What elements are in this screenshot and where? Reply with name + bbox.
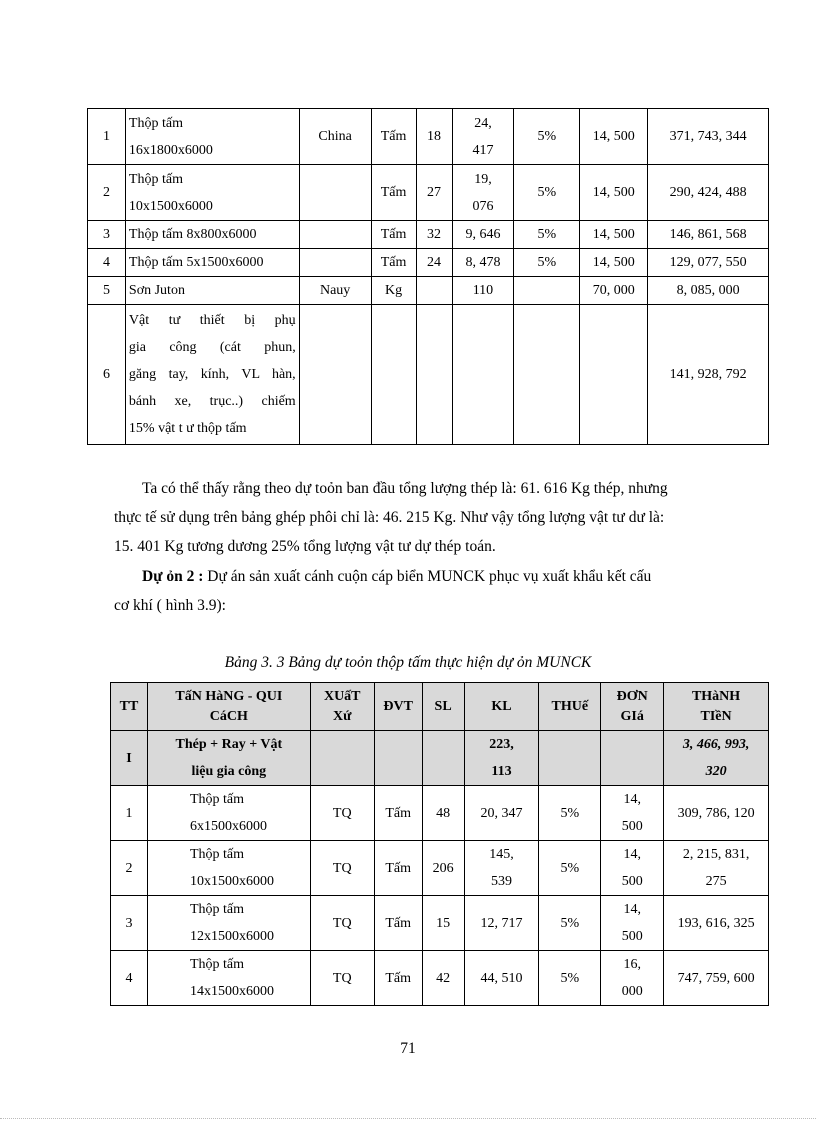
row-sl: 206 [422, 841, 464, 896]
page-bottom-divider [0, 1118, 816, 1119]
row-tax: 5% [514, 109, 580, 165]
row-sl: 42 [422, 951, 464, 1006]
row-kl: 8, 478 [452, 249, 514, 277]
cost-table-2 [110, 682, 769, 1006]
header-tt: TT [111, 683, 148, 731]
row-tt: 3 [111, 896, 148, 951]
row-unit: Tấm [374, 841, 422, 896]
row-tt: 1 [88, 109, 126, 165]
row-price: 70, 000 [580, 277, 648, 305]
row-kl: 110 [452, 277, 514, 305]
table-group-row [111, 731, 769, 786]
row-kl: 9, 646 [452, 221, 514, 249]
row-unit: Tấm [374, 896, 422, 951]
table-row [88, 165, 769, 221]
row-price: 14, 500 [601, 786, 664, 841]
row-kl: 19, 076 [452, 165, 514, 221]
table-row [111, 841, 769, 896]
row-kl: 12, 717 [464, 896, 539, 951]
header-unit: ĐVT [374, 683, 422, 731]
row-tt: 2 [111, 841, 148, 896]
row-tt: 1 [111, 786, 148, 841]
header-origin: XUấT Xứ [310, 683, 374, 731]
cost-table-1 [87, 108, 769, 445]
row-tax: 5% [539, 951, 601, 1006]
row-tax: 5% [514, 165, 580, 221]
row-tax [514, 277, 580, 305]
table-row [88, 221, 769, 249]
row-name: Thộp tấm 16x1800x6000 [125, 109, 299, 165]
row-origin: China [299, 109, 371, 165]
row-sl: 27 [416, 165, 452, 221]
table-row [111, 951, 769, 1006]
row-tax: 5% [539, 786, 601, 841]
row-price: 14, 500 [601, 841, 664, 896]
row-sl: 15 [422, 896, 464, 951]
table-header-row [111, 683, 769, 731]
row-unit: Tấm [374, 786, 422, 841]
row-origin [299, 249, 371, 277]
row-unit: Tấm [371, 165, 416, 221]
row-price: 14, 500 [580, 109, 648, 165]
page-number: 71 [400, 1040, 416, 1057]
row-origin: TQ [310, 786, 374, 841]
row-unit: Kg [371, 277, 416, 305]
row-name: Thộp tấm 8x800x6000 [125, 221, 299, 249]
table-row [88, 305, 769, 445]
group-total: 3, 466, 993, 320 [664, 731, 769, 786]
row-name: Thộp tấm 6x1500x6000 [147, 786, 310, 841]
row-tax: 5% [514, 249, 580, 277]
row-tt: 6 [88, 305, 126, 445]
row-kl: 145, 539 [464, 841, 539, 896]
row-total: 747, 759, 600 [664, 951, 769, 1006]
row-tt: 5 [88, 277, 126, 305]
row-total: 129, 077, 550 [648, 249, 769, 277]
row-name: Thộp tấm 10x1500x6000 [147, 841, 310, 896]
table-row [88, 109, 769, 165]
row-total: 371, 743, 344 [648, 109, 769, 165]
row-total: 290, 424, 488 [648, 165, 769, 221]
row-sl: 24 [416, 249, 452, 277]
row-name: Sơn Juton [125, 277, 299, 305]
row-origin [299, 221, 371, 249]
project-label: Dự ỏn 2 : [142, 568, 204, 585]
row-unit: Tấm [374, 951, 422, 1006]
row-sl: 18 [416, 109, 452, 165]
row-tax: 5% [539, 841, 601, 896]
body-paragraph-1: Ta có thể thấy rằng theo dự toỏn ban đầu tổng lượng thép là: 61. 616 Kg thép, nhưng thực tế sử dụng trên bảng ghép phôi chỉ là: 46. 215 Kg. Như vậy tổng lượng vật tư dư là: 15. 401 Kg tương dương 25% tổng lượng vật tư dự thép toán. [114, 480, 668, 555]
row-total: 141, 928, 792 [648, 305, 769, 445]
header-kl: KL [464, 683, 539, 731]
row-total: 2, 215, 831, 275 [664, 841, 769, 896]
row-name: Thộp tấm 12x1500x6000 [147, 896, 310, 951]
table-row [111, 896, 769, 951]
row-name: Thộp tấm 5x1500x6000 [125, 249, 299, 277]
row-tt: 3 [88, 221, 126, 249]
row-price: 14, 500 [580, 221, 648, 249]
table-row [111, 786, 769, 841]
header-total: THàNH TIềN [664, 683, 769, 731]
row-kl: 44, 510 [464, 951, 539, 1006]
row-total: 193, 616, 325 [664, 896, 769, 951]
row-total: 8, 085, 000 [648, 277, 769, 305]
row-price: 14, 500 [580, 165, 648, 221]
row-price: 14, 500 [580, 249, 648, 277]
row-unit: Tấm [371, 221, 416, 249]
row-name: Thộp tấm 10x1500x6000 [125, 165, 299, 221]
header-price: ĐƠN GIá [601, 683, 664, 731]
row-origin: TQ [310, 841, 374, 896]
row-origin [299, 165, 371, 221]
row-price: 14, 500 [601, 896, 664, 951]
row-kl: 20, 347 [464, 786, 539, 841]
row-tt: 2 [88, 165, 126, 221]
table-caption: Bảng 3. 3 Bảng dự toỏn thộp tấm thực hiện dự ỏn MUNCK [224, 654, 592, 671]
row-unit: Tấm [371, 109, 416, 165]
header-tax: THUế [539, 683, 601, 731]
row-kl: 24, 417 [452, 109, 514, 165]
header-name: TấN HàNG - QUI CáCH [147, 683, 310, 731]
row-sl: 48 [422, 786, 464, 841]
header-sl: SL [422, 683, 464, 731]
table-row [88, 249, 769, 277]
row-tt: 4 [111, 951, 148, 1006]
row-origin: Nauy [299, 277, 371, 305]
row-unit: Tấm [371, 249, 416, 277]
table-row [88, 277, 769, 305]
row-sl [416, 277, 452, 305]
group-tt: I [111, 731, 148, 786]
row-origin: TQ [310, 896, 374, 951]
row-tt: 4 [88, 249, 126, 277]
group-kl: 223, 113 [464, 731, 539, 786]
row-price: 16, 000 [601, 951, 664, 1006]
group-name: Thép + Ray + Vật liệu gia công [147, 731, 310, 786]
row-sl: 32 [416, 221, 452, 249]
row-total: 146, 861, 568 [648, 221, 769, 249]
row-origin: TQ [310, 951, 374, 1006]
row-tax: 5% [514, 221, 580, 249]
row-tax: 5% [539, 896, 601, 951]
row-name: Thộp tấm 14x1500x6000 [147, 951, 310, 1006]
row-total: 309, 786, 120 [664, 786, 769, 841]
body-paragraph-2: Dự ỏn 2 : Dự án sản xuất cánh cuộn cáp biển MUNCK phục vụ xuất khẩu kết cấu cơ khí ( hình 3.9): [114, 568, 652, 614]
row-name: Vật tư thiết bị phụ gia công (cát phun, găng tay, kính, VL hàn, bánh xe, trục..) chiếm 15% vật t ư thộp tấm [125, 305, 299, 445]
